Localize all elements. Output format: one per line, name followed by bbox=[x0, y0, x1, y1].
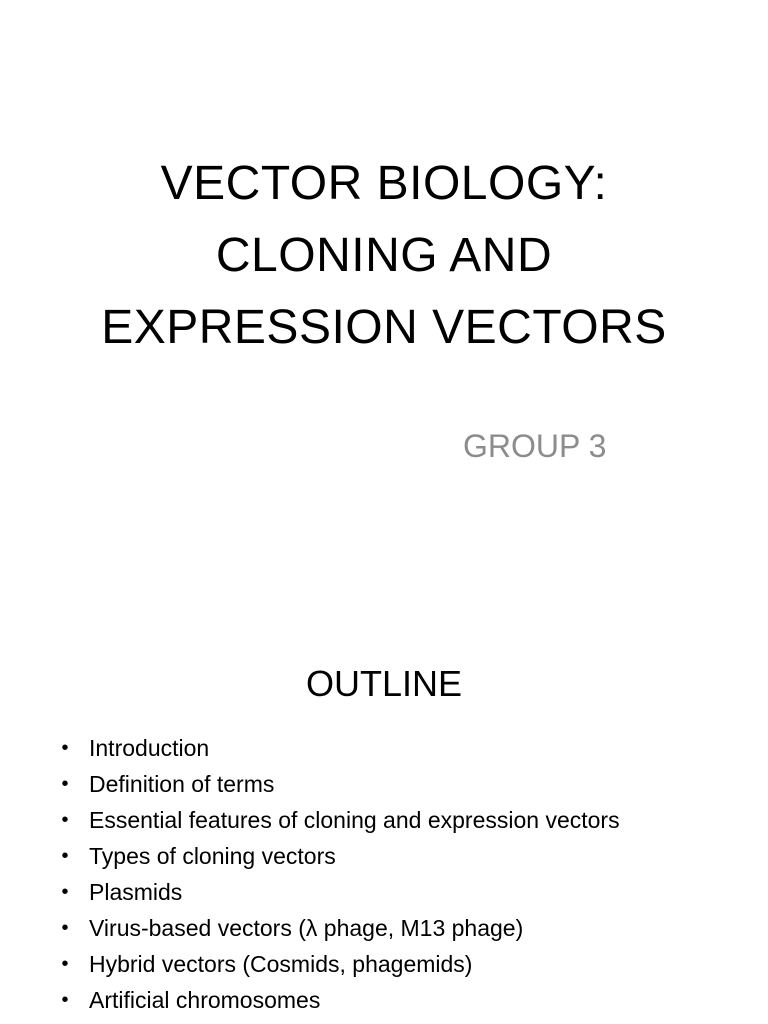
title-line-2: CLONING AND bbox=[215, 229, 553, 282]
outline-item bbox=[58, 766, 620, 802]
outline-item bbox=[58, 946, 620, 982]
outline-list bbox=[58, 730, 620, 1018]
outline-item bbox=[58, 838, 620, 874]
outline-item bbox=[58, 802, 620, 838]
bullet-icon: • bbox=[61, 917, 69, 939]
bullet-icon: • bbox=[61, 845, 69, 867]
bullet-icon: • bbox=[61, 881, 69, 903]
outline-item bbox=[58, 874, 620, 910]
outline-item-text: Essential features of cloning and expression vectors bbox=[89, 807, 620, 833]
outline-heading: OUTLINE bbox=[305, 663, 463, 704]
title-line-3: EXPRESSION VECTORS bbox=[101, 301, 667, 354]
presentation-subtitle: GROUP 3 bbox=[463, 428, 607, 464]
outline-item-text: Virus-based vectors (λ phage, M13 phage) bbox=[89, 915, 524, 941]
bullet-icon: • bbox=[61, 773, 69, 795]
title-line-1: VECTOR BIOLOGY: bbox=[160, 157, 608, 210]
outline-item-text: Artificial chromosomes bbox=[89, 987, 321, 1013]
outline-item-text: Hybrid vectors (Cosmids, phagemids) bbox=[89, 951, 473, 977]
bullet-icon: • bbox=[61, 953, 69, 975]
presentation-title bbox=[0, 148, 768, 364]
bullet-icon: • bbox=[61, 737, 69, 759]
outline-item bbox=[58, 730, 620, 766]
outline-item-text: Plasmids bbox=[89, 879, 183, 905]
outline-item-text: Definition of terms bbox=[89, 771, 275, 797]
bullet-icon: • bbox=[61, 989, 69, 1011]
bullet-icon: • bbox=[61, 809, 69, 831]
outline-item-text: Introduction bbox=[89, 735, 210, 761]
outline-item bbox=[58, 982, 620, 1018]
outline-item bbox=[58, 910, 620, 946]
outline-item-text: Types of cloning vectors bbox=[89, 843, 336, 869]
outline-slide bbox=[0, 576, 768, 1024]
